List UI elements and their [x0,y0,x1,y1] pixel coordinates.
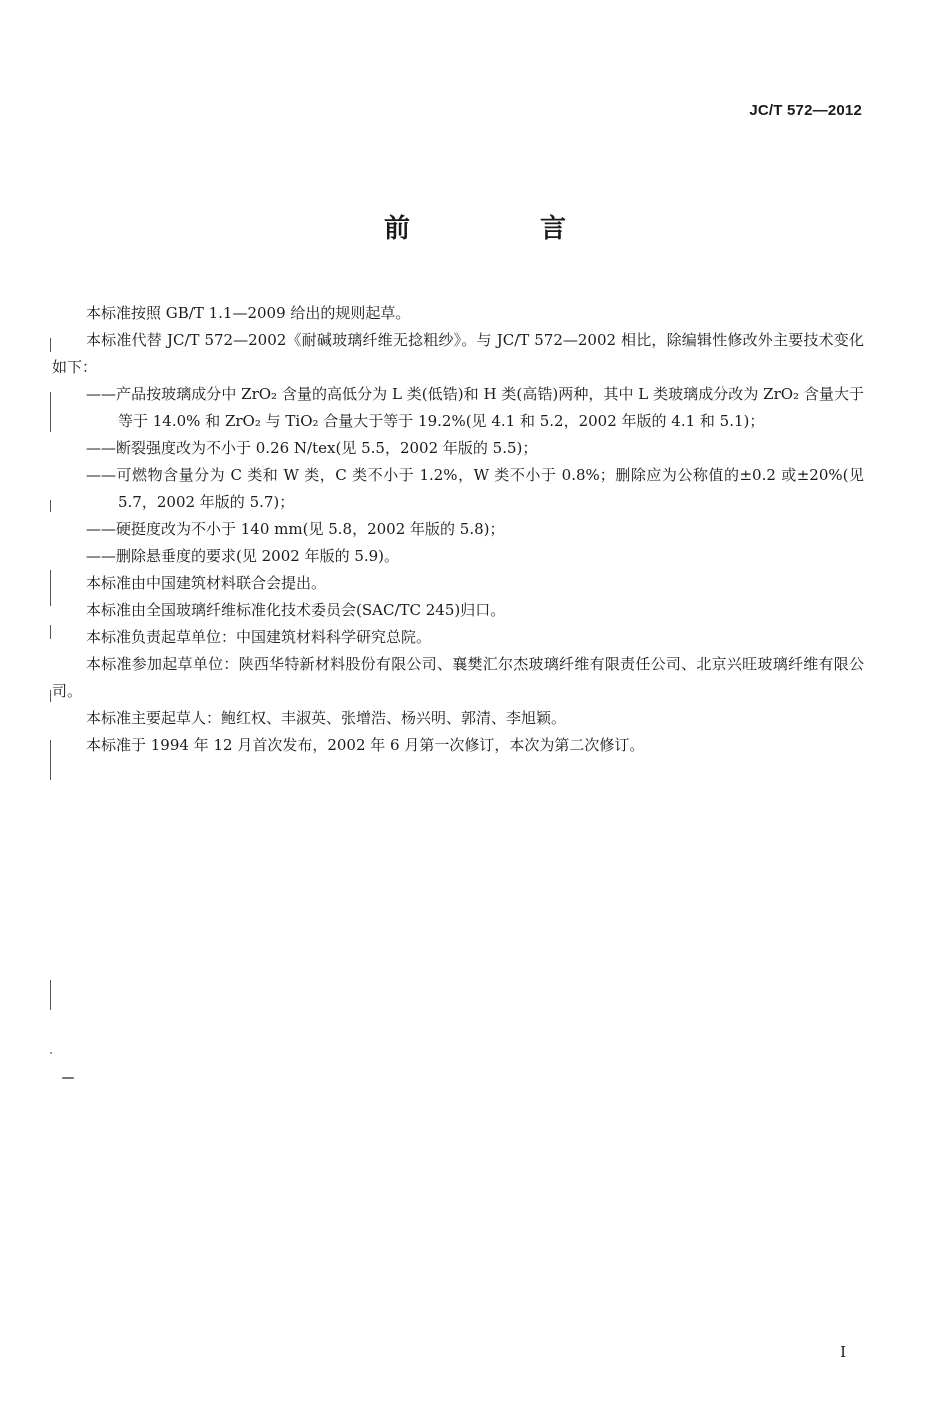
foreword-body [52,300,864,759]
scan-margin-mark [50,338,51,352]
page-title: 前 言 [383,214,618,244]
scan-margin-mark [50,570,51,606]
change-item-stiffness: ——硬挺度改为不小于 140 mm(见 5.8，2002 年版的 5.8)； [86,520,505,538]
scan-margin-mark [50,392,51,432]
paragraph-lead-drafter: 本标准负责起草单位：中国建筑材料科学研究总院。 [86,628,432,646]
scan-speck [50,1052,52,1054]
change-item-breaking-strength: ——断裂强度改为不小于 0.26 N/tex(见 5.5，2002 年版的 5.5)； [86,439,538,457]
paragraph-administered-by: 本标准由全国玻璃纤维标准化技术委员会(SAC/TC 245)归口。 [86,601,506,619]
scan-margin-mark [50,500,51,512]
scan-speck [62,1077,74,1079]
paragraph-history: 本标准于 1994 年 12 月首次发布，2002 年 6 月第一次修订，本次为第二次修订。 [86,736,645,754]
scan-margin-mark [50,625,51,639]
scan-margin-mark [50,690,51,702]
paragraph-replaces: 本标准代替 JC/T 572—2002《耐碱玻璃纤维无捻粗纱》。与 JC/T 572—2002 相比，除编辑性修改外主要技术变化如下： [52,331,864,376]
scan-margin-mark [50,980,51,1010]
change-item-composition: ——产品按玻璃成分中 ZrO₂ 含量的高低分为 L 类(低锆)和 H 类(高锆)两种，其中 L 类玻璃成分改为 ZrO₂ 含量大于等于 14.0% 和 ZrO₂ 与 TiO₂ 合量大于等于 19.2%(见 4.1 和 5.2，2002 年版的 4.1 和 5.1)； [86,385,864,430]
paragraph-proposed-by: 本标准由中国建筑材料联合会提出。 [86,574,327,592]
change-item-drape: ——删除悬垂度的要求(见 2002 年版的 5.9)。 [86,547,400,565]
page-number: I [840,1343,846,1361]
paragraph-main-drafters: 本标准主要起草人：鲍红权、丰淑英、张增浩、杨兴明、郭清、李旭颖。 [86,709,567,727]
change-item-combustible-content: ——可燃物含量分为 C 类和 W 类，C 类不小于 1.2%，W 类不小于 0.8%；删除应为公称值的±0.2 或±20%(见 5.7，2002 年版的 5.7)； [86,466,864,511]
paragraph-participating-drafters: 本标准参加起草单位：陕西华特新材料股份有限公司、襄樊汇尔杰玻璃纤维有限责任公司、北京兴旺玻璃纤维有限公司。 [52,655,864,700]
document-code: JC/T 572—2012 [749,102,862,119]
scan-margin-mark [50,740,51,780]
paragraph-drafting-rules: 本标准按照 GB/T 1.1—2009 给出的规则起草。 [86,304,411,322]
